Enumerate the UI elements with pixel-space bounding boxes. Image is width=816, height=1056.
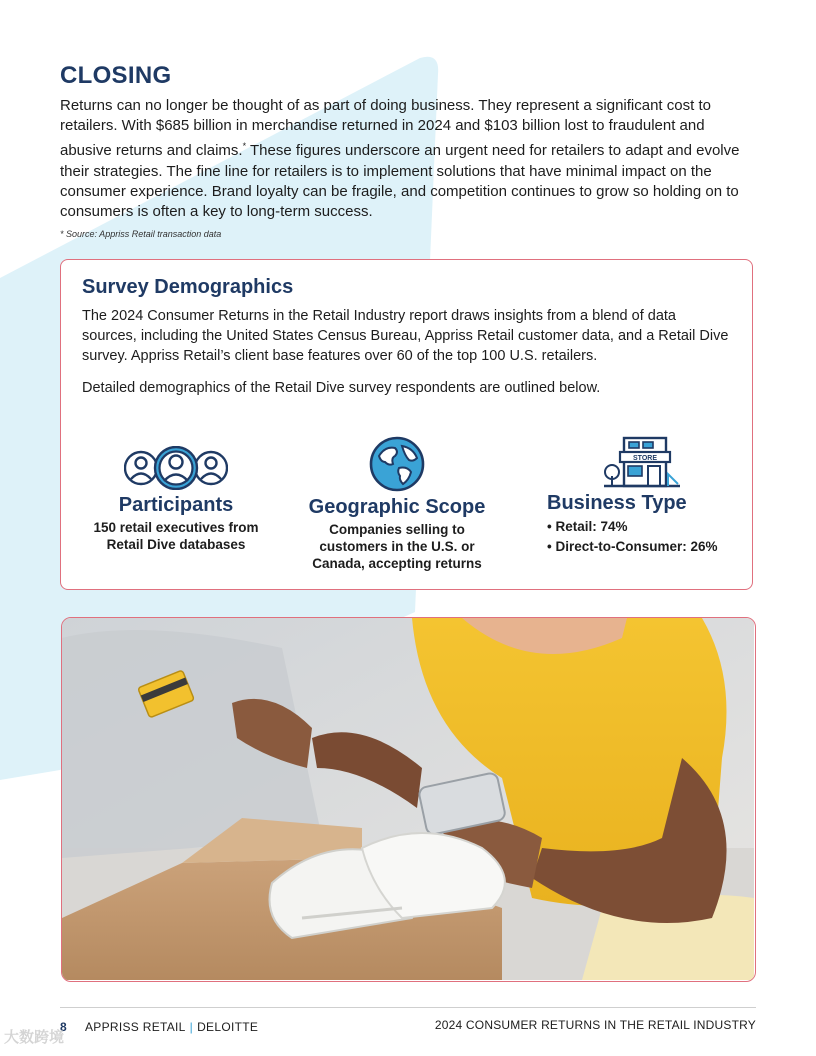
photo-frame: [61, 617, 756, 982]
stat-geographic-scope: [297, 436, 497, 572]
business-type-title: Business Type: [547, 492, 687, 514]
closing-text-part2: These figures underscore an urgent need for retailers to adapt and evolve their strategies. The fine line for retailers is to implement solutions that have minimal impact on the consumer experience. Brand loyalty can be fragile, and competition continues to grow so holding on to consumers is often a key to long-term success.: [60, 142, 740, 221]
stat-participants: [86, 446, 266, 553]
globe-icon: [369, 436, 425, 492]
geographic-scope-title: Geographic Scope: [308, 496, 486, 518]
footer-brand-appriss: APPRISS RETAIL: [84, 1020, 186, 1034]
business-type-dtc: • Direct-to-Consumer: 26%: [547, 539, 718, 554]
page-number: 8: [60, 1020, 67, 1034]
participants-title: Participants: [118, 494, 234, 516]
closing-heading: CLOSING: [60, 62, 172, 89]
closing-paragraph: [60, 96, 760, 222]
store-icon: [602, 436, 682, 488]
footer-divider: [60, 1007, 756, 1008]
survey-demographics-card: [60, 259, 753, 590]
footer-separator: |: [189, 1020, 194, 1034]
survey-intro-paragraph: The 2024 Consumer Returns in the Retail Industry report draws insights from a blend of data sources, including the United States Census Bureau, Appriss Retail customer data, and a Retail Dive survey. Appriss Retail’s client base features over 60 of the top 100 U.S. retailers.: [82, 308, 729, 364]
survey-detail-paragraph: Detailed demographics of the Retail Dive survey respondents are outlined below.: [82, 380, 601, 396]
source-footnote: * Source: Appriss Retail transaction data: [60, 229, 222, 239]
survey-heading: Survey Demographics: [82, 276, 294, 298]
business-type-retail: • Retail: 74%: [547, 519, 628, 534]
business-type-list: [547, 517, 737, 557]
closing-text-part1: Returns can no longer be thought of as part of doing business. They represent a significant cost to retailers. With $685 billion in merchandise returned in 2024 and $103 billion lost to fraudulent and abusive returns and claims.: [60, 97, 711, 160]
shopper-photo: [62, 618, 754, 980]
footnote-marker: *: [242, 141, 247, 152]
participants-icon: [124, 446, 228, 490]
footer-brand-deloitte: DELOITTE: [197, 1020, 259, 1034]
store-sign-text: STORE: [633, 455, 657, 462]
geographic-scope-description: Companies selling to customers in the U.S. or Canada, accepting returns: [312, 522, 482, 571]
stat-business-type: [547, 436, 737, 557]
footer-report-title: 2024 CONSUMER RETURNS IN THE RETAIL INDUSTRY: [434, 1018, 756, 1032]
footer-left: [60, 1020, 258, 1034]
watermark: 大数跨境: [4, 1029, 65, 1046]
participants-description: 150 retail executives from Retail Dive databases: [93, 520, 259, 552]
